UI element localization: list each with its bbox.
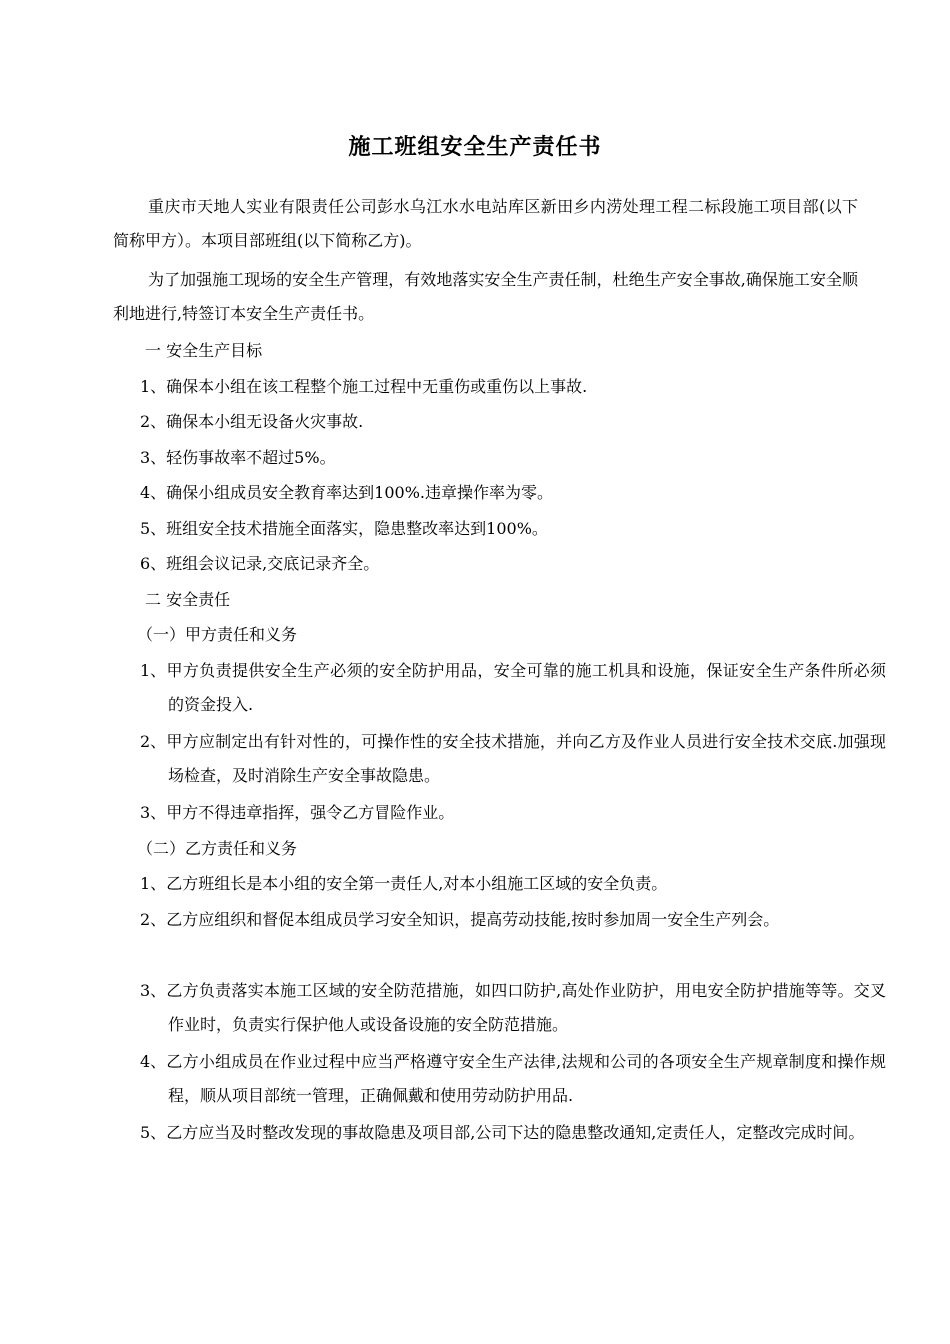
target-item: 4、确保小组成员安全教育率达到100%.违章操作率为零。: [140, 483, 554, 502]
item-number: 2、: [140, 732, 167, 751]
item-number: 3、: [140, 803, 167, 822]
item-text: 乙方班组长是本小组的安全第一责任人,对本小组施工区域的安全负责。: [166, 874, 668, 893]
party-a-item: [140, 796, 886, 830]
item-number: 5、: [140, 1123, 167, 1142]
item-text: 乙方应当及时整改发现的事故隐患及项目部,公司下达的隐患整改通知,定责任人，定整改完成时间。: [166, 1123, 865, 1142]
item-text: 乙方小组成员在作业过程中应当严格遵守安全生产法律,法规和公司的各项安全生产规章制度和操作规程，顺从项目部统一管理，正确佩戴和使用劳动防护用品.: [166, 1052, 886, 1105]
item-text: 甲方负责提供安全生产必须的安全防护用品，安全可靠的施工机具和设施，保证安全生产条件所必须的资金投入.: [166, 661, 886, 714]
target-item: 3、轻伤事故率不超过5%。: [140, 448, 336, 467]
item-text: 甲方应制定出有针对性的，可操作性的安全技术措施，并向乙方及作业人员进行安全技术交底.加强现场检查，及时消除生产安全事故隐患。: [166, 732, 886, 785]
party-b-item: [140, 974, 886, 1042]
intro-paragraph-2: 为了加强施工现场的安全生产管理，有效地落实安全生产责任制，杜绝生产安全事故,确保施工安全顺利地进行,特签订本安全生产责任书。: [113, 270, 858, 323]
item-text: 甲方不得违章指挥，强令乙方冒险作业。: [166, 803, 455, 822]
item-number: 3、: [140, 981, 167, 1000]
item-number: 2、: [140, 910, 167, 929]
section-heading-targets: 一 安全生产目标: [145, 341, 263, 360]
section-heading-responsibilities: 二 安全责任: [145, 590, 231, 609]
target-item: 5、班组安全技术措施全面落实，隐患整改率达到100%。: [140, 519, 548, 538]
target-item: 6、班组会议记录,交底记录齐全。: [140, 554, 380, 573]
item-number: 4、: [140, 1052, 167, 1071]
intro-paragraph-1: 重庆市天地人实业有限责任公司彭水乌江水水电站库区新田乡内涝处理工程二标段施工项目部(以下简称甲方）。本项目部班组(以下简称乙方)。: [113, 197, 858, 250]
party-b-item: [140, 1116, 886, 1150]
item-number: 1、: [140, 661, 167, 680]
party-a-item: [140, 725, 886, 793]
item-text: 乙方负责落实本施工区域的安全防范措施，如四口防护,高处作业防护，用电安全防护措施等等。交叉作业时，负责实行保护他人或设备设施的安全防范措施。: [166, 981, 886, 1034]
subsection-heading-party-a: （一）甲方责任和义务: [137, 625, 298, 644]
party-b-item: [140, 867, 886, 901]
subsection-heading-party-b: （二）乙方责任和义务: [137, 839, 298, 858]
party-b-item: [140, 1045, 886, 1113]
target-item: 1、确保本小组在该工程整个施工过程中无重伤或重伤以上事故.: [140, 377, 588, 396]
target-item: 2、确保本小组无设备火灾事故.: [140, 412, 364, 431]
item-number: 1、: [140, 874, 167, 893]
item-text: 乙方应组织和督促本组成员学习安全知识，提高劳动技能,按时参加周一安全生产列会。: [166, 910, 780, 929]
party-a-item: [140, 654, 886, 722]
party-b-item: [140, 903, 886, 937]
document-title: 施工班组安全生产责任书: [348, 134, 602, 160]
